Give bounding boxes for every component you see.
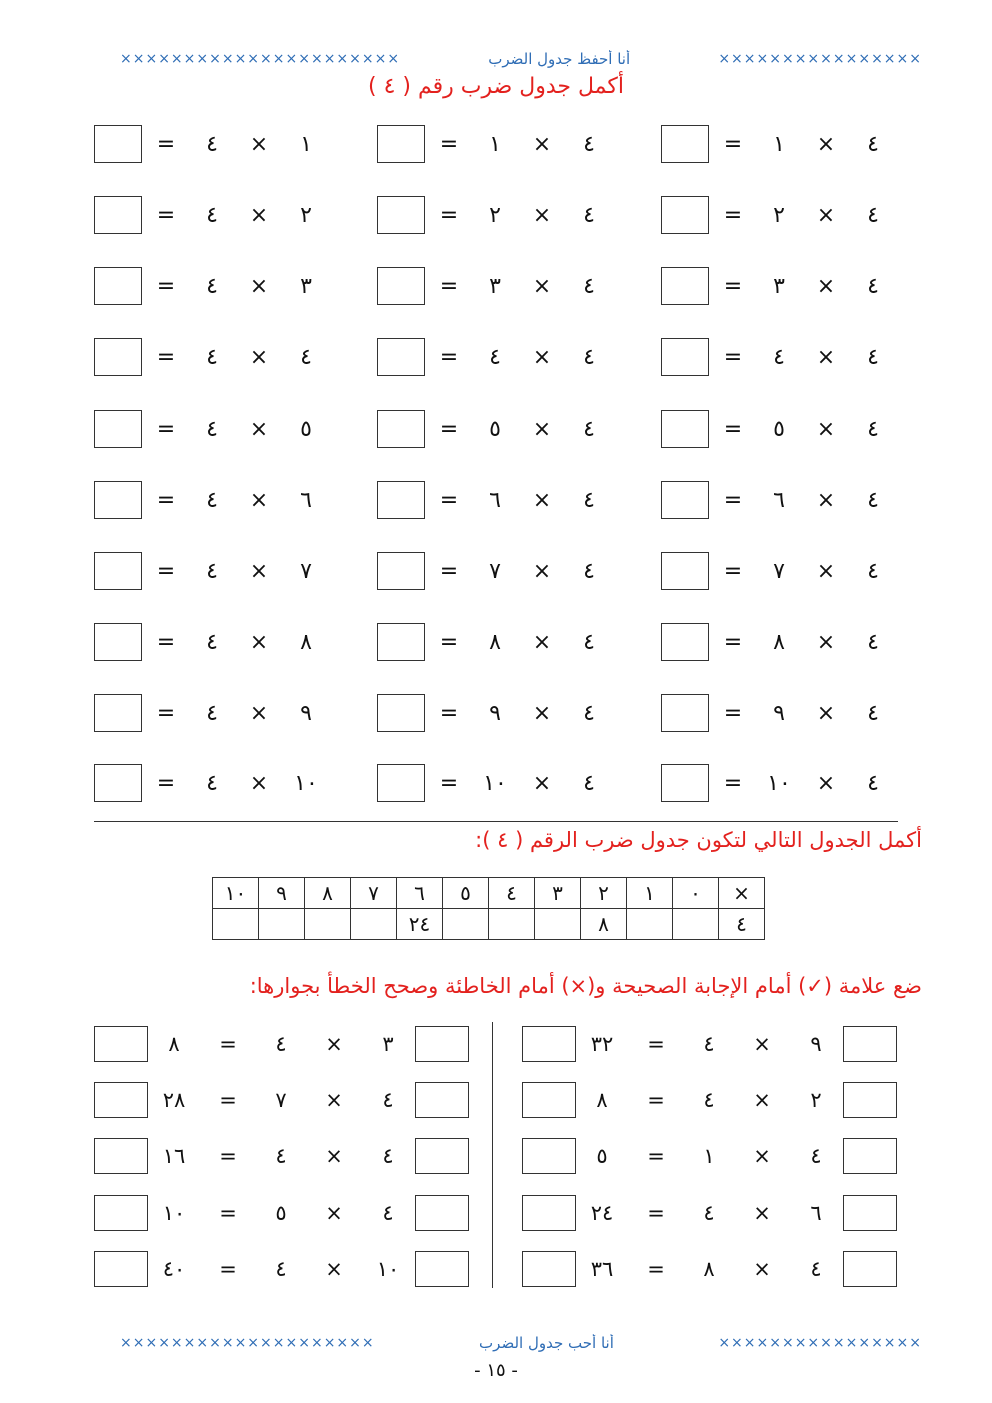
equation-row: [377, 552, 617, 592]
answer-box[interactable]: [94, 196, 142, 234]
operand: ٤: [867, 630, 879, 655]
equation-row: [661, 267, 901, 307]
check-mark-box[interactable]: [843, 1138, 897, 1174]
operand: ٤: [583, 488, 595, 513]
operand: ٦: [810, 1201, 822, 1225]
equation-row: [377, 694, 617, 734]
check-mark-box[interactable]: [415, 1082, 469, 1118]
equation-row: [661, 552, 901, 592]
operand: ٤: [206, 630, 218, 655]
times-sign: ×: [753, 1201, 771, 1225]
table-answer-cell: ٢٤: [397, 909, 443, 940]
answer-box[interactable]: [661, 694, 709, 732]
equation-row: [94, 552, 334, 592]
table-answer-cell[interactable]: [489, 909, 535, 940]
table-header-cell: ٨: [305, 878, 351, 909]
table-header-cell: ٤: [489, 878, 535, 909]
operand: ٤: [703, 1201, 715, 1225]
times-sign: ×: [249, 203, 269, 228]
times-sign: ×: [816, 701, 836, 726]
correction-box[interactable]: [94, 1251, 148, 1287]
operand: ٤: [583, 559, 595, 584]
operand: ٥: [300, 417, 312, 442]
equals-sign: =: [647, 1201, 665, 1225]
equation-row: [94, 694, 334, 734]
result-value: ٣٢: [590, 1032, 614, 1056]
check-row: [94, 1195, 474, 1231]
header-marks-right: ××××××××××××××××: [718, 51, 922, 67]
equation-row: [661, 764, 901, 804]
footer-banner-text: أنا أحب جدول الضرب: [479, 1334, 614, 1352]
operand: ٤: [867, 771, 879, 796]
check-row: [94, 1251, 474, 1287]
header-marks-left: ××××××××××××××××××××××: [120, 51, 401, 67]
operand: ٩: [810, 1032, 822, 1056]
times-sign: ×: [249, 701, 269, 726]
equals-sign: =: [156, 417, 176, 442]
times-sign: ×: [816, 274, 836, 299]
operand: ٤: [206, 345, 218, 370]
operand: ٤: [206, 559, 218, 584]
equation-row: [661, 125, 901, 165]
equation-row: [377, 623, 617, 663]
operand: ٤: [382, 1144, 394, 1168]
result-value: ٢٤: [590, 1201, 614, 1225]
answer-box[interactable]: [661, 125, 709, 163]
operand: ٤: [773, 345, 785, 370]
operand: ٨: [489, 630, 501, 655]
answer-box[interactable]: [661, 764, 709, 802]
operand: ٤: [583, 203, 595, 228]
operand: ٤: [703, 1032, 715, 1056]
equation-row: [94, 410, 334, 450]
check-mark-box[interactable]: [415, 1195, 469, 1231]
equals-sign: =: [156, 274, 176, 299]
check-row: [94, 1138, 474, 1174]
equals-sign: =: [647, 1144, 665, 1168]
table-answer-cell[interactable]: [627, 909, 673, 940]
equals-sign: =: [156, 488, 176, 513]
answer-box[interactable]: [94, 125, 142, 163]
check-row: [522, 1082, 902, 1118]
operand: ٤: [867, 274, 879, 299]
operand: ٣: [773, 274, 785, 299]
correction-box[interactable]: [522, 1026, 576, 1062]
equals-sign: =: [723, 417, 743, 442]
table-header-cell: ١: [627, 878, 673, 909]
operand: ٤: [867, 203, 879, 228]
times-sign: ×: [532, 771, 552, 796]
operand: ٤: [382, 1088, 394, 1112]
operand: ٥: [773, 417, 785, 442]
operand: ٤: [583, 345, 595, 370]
equals-sign: =: [156, 630, 176, 655]
equation-row: [661, 694, 901, 734]
times-sign: ×: [816, 203, 836, 228]
check-row: [94, 1026, 474, 1062]
operand: ٣: [300, 274, 312, 299]
operand: ٤: [382, 1201, 394, 1225]
equals-sign: =: [723, 274, 743, 299]
correction-box[interactable]: [94, 1026, 148, 1062]
operand: ٩: [300, 701, 312, 726]
operand: ٤: [206, 701, 218, 726]
equals-sign: =: [219, 1032, 237, 1056]
operand: ٤: [206, 274, 218, 299]
check-mark-box[interactable]: [415, 1138, 469, 1174]
times-sign: ×: [325, 1032, 343, 1056]
check-mark-box[interactable]: [415, 1251, 469, 1287]
operand: ٤: [867, 345, 879, 370]
operand: ١٠: [376, 1257, 400, 1281]
operand: ٤: [206, 771, 218, 796]
times-sign: ×: [249, 345, 269, 370]
equals-sign: =: [156, 203, 176, 228]
correction-box[interactable]: [94, 1138, 148, 1174]
operand: ١٠: [483, 771, 507, 796]
result-value: ٨: [168, 1032, 180, 1056]
equals-sign: =: [439, 488, 459, 513]
operand: ٩: [489, 701, 501, 726]
operand: ٤: [810, 1257, 822, 1281]
equals-sign: =: [439, 417, 459, 442]
equals-sign: =: [647, 1088, 665, 1112]
answer-box[interactable]: [661, 338, 709, 376]
equals-sign: =: [723, 630, 743, 655]
equals-sign: =: [439, 132, 459, 157]
times-sign: ×: [249, 417, 269, 442]
equals-sign: =: [439, 203, 459, 228]
operand: ٣: [489, 274, 501, 299]
equals-sign: =: [723, 203, 743, 228]
operand: ١: [773, 132, 785, 157]
operand: ٩: [773, 701, 785, 726]
table-answer-cell: ٨: [581, 909, 627, 940]
operand: ٤: [275, 1257, 287, 1281]
operand: ٦: [489, 488, 501, 513]
times-sign: ×: [325, 1201, 343, 1225]
check-mark-box[interactable]: [415, 1026, 469, 1062]
times-sign: ×: [532, 274, 552, 299]
footer-marks-right: ××××××××××××××××: [718, 1335, 922, 1351]
answer-box[interactable]: [377, 125, 425, 163]
times-sign: ×: [753, 1144, 771, 1168]
equals-sign: =: [647, 1032, 665, 1056]
equals-sign: =: [723, 771, 743, 796]
operand: ٤: [206, 132, 218, 157]
correction-box[interactable]: [522, 1195, 576, 1231]
operand: ١٠: [294, 771, 318, 796]
equals-sign: =: [156, 132, 176, 157]
operand: ٤: [867, 417, 879, 442]
operand: ٦: [300, 488, 312, 513]
table-header-cell: ٢: [581, 878, 627, 909]
footer-banner: [120, 1334, 922, 1352]
result-value: ١٦: [162, 1144, 186, 1168]
equation-row: [661, 623, 901, 663]
equation-row: [94, 338, 334, 378]
equation-row: [661, 481, 901, 521]
check-row: [522, 1195, 902, 1231]
equals-sign: =: [723, 345, 743, 370]
equals-sign: =: [439, 274, 459, 299]
operand: ٨: [703, 1257, 715, 1281]
times-sign: ×: [532, 203, 552, 228]
multiplication-table: [212, 877, 765, 940]
times-sign: ×: [532, 559, 552, 584]
times-sign: ×: [532, 417, 552, 442]
operand: ٢: [489, 203, 501, 228]
answer-box[interactable]: [94, 481, 142, 519]
equation-row: [377, 764, 617, 804]
table-header-cell: ٠: [673, 878, 719, 909]
check-row: [94, 1082, 474, 1118]
answer-box[interactable]: [377, 552, 425, 590]
operand: ٨: [773, 630, 785, 655]
answer-box[interactable]: [377, 623, 425, 661]
operand: ٢: [300, 203, 312, 228]
answer-box[interactable]: [661, 410, 709, 448]
correction-box[interactable]: [522, 1251, 576, 1287]
equation-row: [377, 338, 617, 378]
equals-sign: =: [219, 1088, 237, 1112]
answer-box[interactable]: [661, 481, 709, 519]
times-sign: ×: [816, 771, 836, 796]
equation-row: [94, 764, 334, 804]
table-header-cell: ٩: [259, 878, 305, 909]
table-answer-cell[interactable]: [351, 909, 397, 940]
result-value: ٥: [596, 1144, 608, 1168]
operand: ٣: [382, 1032, 394, 1056]
section2-title: أكمل الجدول التالي لتكون جدول ضرب الرقم ( ٤ ):: [475, 828, 922, 852]
table-answer-cell[interactable]: [535, 909, 581, 940]
section3-title: ضع علامة (✓) أمام الإجابة الصحيحة و(×) أمام الخاطئة وصحح الخطأ بجوارها:: [249, 974, 922, 998]
times-sign: ×: [325, 1257, 343, 1281]
answer-box[interactable]: [661, 552, 709, 590]
operand: ١: [489, 132, 501, 157]
operand: ٤: [703, 1088, 715, 1112]
times-sign: ×: [532, 630, 552, 655]
operand: ٨: [300, 630, 312, 655]
operand: ١: [703, 1144, 715, 1168]
correction-box[interactable]: [522, 1082, 576, 1118]
result-value: ٢٨: [162, 1088, 186, 1112]
answer-box[interactable]: [377, 764, 425, 802]
equals-sign: =: [156, 345, 176, 370]
times-sign: ×: [249, 771, 269, 796]
operand: ٢: [810, 1088, 822, 1112]
operand: ١: [300, 132, 312, 157]
operand: ٤: [206, 417, 218, 442]
times-sign: ×: [532, 488, 552, 513]
times-sign: ×: [325, 1088, 343, 1112]
check-mark-box[interactable]: [843, 1026, 897, 1062]
footer-marks-left: ××××××××××××××××××××: [120, 1335, 375, 1351]
answer-box[interactable]: [94, 338, 142, 376]
operand: ٤: [583, 274, 595, 299]
operand: ٤: [867, 488, 879, 513]
answer-box[interactable]: [661, 196, 709, 234]
equation-row: [661, 196, 901, 236]
table-header-cell: ٥: [443, 878, 489, 909]
times-sign: ×: [753, 1032, 771, 1056]
equation-row: [377, 125, 617, 165]
check-row: [522, 1026, 902, 1062]
equation-row: [94, 267, 334, 307]
table-answer-cell[interactable]: [673, 909, 719, 940]
times-sign: ×: [753, 1088, 771, 1112]
result-value: ٤٠: [162, 1257, 186, 1281]
times-sign: ×: [532, 132, 552, 157]
equals-sign: =: [723, 701, 743, 726]
table-header-cell: ١٠: [213, 878, 259, 909]
answer-box[interactable]: [377, 338, 425, 376]
result-value: ٨: [596, 1088, 608, 1112]
answer-box[interactable]: [377, 196, 425, 234]
answer-box[interactable]: [94, 552, 142, 590]
times-sign: ×: [816, 132, 836, 157]
check-row: [522, 1138, 902, 1174]
equals-sign: =: [156, 701, 176, 726]
answer-box[interactable]: [377, 481, 425, 519]
operand: ٤: [206, 488, 218, 513]
equation-row: [377, 196, 617, 236]
equals-sign: =: [156, 559, 176, 584]
page-number: - ١٥ -: [474, 1360, 518, 1381]
times-sign: ×: [816, 630, 836, 655]
equation-row: [661, 410, 901, 450]
answer-box[interactable]: [94, 764, 142, 802]
times-sign: ×: [816, 559, 836, 584]
table-answer-cell[interactable]: [443, 909, 489, 940]
operand: ٧: [489, 559, 501, 584]
table-answer-cell[interactable]: [213, 909, 259, 940]
operand: ٤: [275, 1032, 287, 1056]
equals-sign: =: [219, 1201, 237, 1225]
operand: ٤: [867, 132, 879, 157]
operand: ٦: [773, 488, 785, 513]
times-sign: ×: [249, 630, 269, 655]
check-mark-box[interactable]: [843, 1082, 897, 1118]
page-title: أكمل جدول ضرب رقم ( ٤ ): [368, 74, 624, 99]
table-answer-cell[interactable]: [305, 909, 351, 940]
equals-sign: =: [439, 701, 459, 726]
answer-box[interactable]: [661, 267, 709, 305]
check-mark-box[interactable]: [843, 1251, 897, 1287]
equals-sign: =: [647, 1257, 665, 1281]
operand: ٤: [810, 1144, 822, 1168]
answer-box[interactable]: [94, 410, 142, 448]
times-sign: ×: [753, 1257, 771, 1281]
table-answer-cell[interactable]: [259, 909, 305, 940]
equals-sign: =: [439, 771, 459, 796]
equation-row: [94, 196, 334, 236]
operand: ٤: [867, 701, 879, 726]
answer-box[interactable]: [94, 267, 142, 305]
equals-sign: =: [156, 771, 176, 796]
answer-box[interactable]: [94, 623, 142, 661]
operand: ٤: [867, 559, 879, 584]
header-banner-text: أنا أحفظ جدول الضرب: [488, 50, 631, 68]
correction-box[interactable]: [522, 1138, 576, 1174]
operand: ٧: [275, 1088, 287, 1112]
result-value: ١٠: [162, 1201, 186, 1225]
equals-sign: =: [723, 132, 743, 157]
equation-row: [377, 481, 617, 521]
equation-row: [661, 338, 901, 378]
operand: ٤: [583, 771, 595, 796]
answer-box[interactable]: [377, 410, 425, 448]
equation-row: [94, 623, 334, 663]
table-header-cell: ٧: [351, 878, 397, 909]
header-banner: [120, 50, 922, 68]
operand: ٤: [206, 203, 218, 228]
table-answer-cell: ٤: [719, 909, 765, 940]
table-header-cell: ٦: [397, 878, 443, 909]
equals-sign: =: [439, 345, 459, 370]
operand: ٤: [583, 132, 595, 157]
operand: ٤: [583, 630, 595, 655]
equation-row: [94, 125, 334, 165]
operand: ٤: [300, 345, 312, 370]
times-sign: ×: [249, 559, 269, 584]
times-sign: ×: [249, 274, 269, 299]
operand: ٢: [773, 203, 785, 228]
operand: ٥: [489, 417, 501, 442]
answer-box[interactable]: [661, 623, 709, 661]
times-sign: ×: [816, 488, 836, 513]
table-header-cell: ×: [719, 878, 765, 909]
operand: ٤: [583, 701, 595, 726]
times-sign: ×: [532, 701, 552, 726]
result-value: ٣٦: [590, 1257, 614, 1281]
equals-sign: =: [219, 1144, 237, 1168]
equals-sign: =: [723, 488, 743, 513]
operand: ٥: [275, 1201, 287, 1225]
times-sign: ×: [816, 345, 836, 370]
divider: [94, 821, 898, 822]
operand: ١٠: [767, 771, 791, 796]
check-mark-box[interactable]: [843, 1195, 897, 1231]
times-sign: ×: [816, 417, 836, 442]
equation-row: [94, 481, 334, 521]
equals-sign: =: [723, 559, 743, 584]
operand: ٧: [773, 559, 785, 584]
operand: ٧: [300, 559, 312, 584]
check-row: [522, 1251, 902, 1287]
times-sign: ×: [325, 1144, 343, 1168]
answer-box[interactable]: [377, 694, 425, 732]
operand: ٤: [275, 1144, 287, 1168]
equals-sign: =: [439, 559, 459, 584]
operand: ٤: [583, 417, 595, 442]
equation-row: [377, 267, 617, 307]
operand: ٤: [489, 345, 501, 370]
answer-box[interactable]: [94, 694, 142, 732]
equals-sign: =: [219, 1257, 237, 1281]
table-header-cell: ٣: [535, 878, 581, 909]
answer-box[interactable]: [377, 267, 425, 305]
times-sign: ×: [532, 345, 552, 370]
equals-sign: =: [439, 630, 459, 655]
equation-row: [377, 410, 617, 450]
column-divider: [492, 1022, 493, 1288]
times-sign: ×: [249, 132, 269, 157]
correction-box[interactable]: [94, 1195, 148, 1231]
times-sign: ×: [249, 488, 269, 513]
correction-box[interactable]: [94, 1082, 148, 1118]
